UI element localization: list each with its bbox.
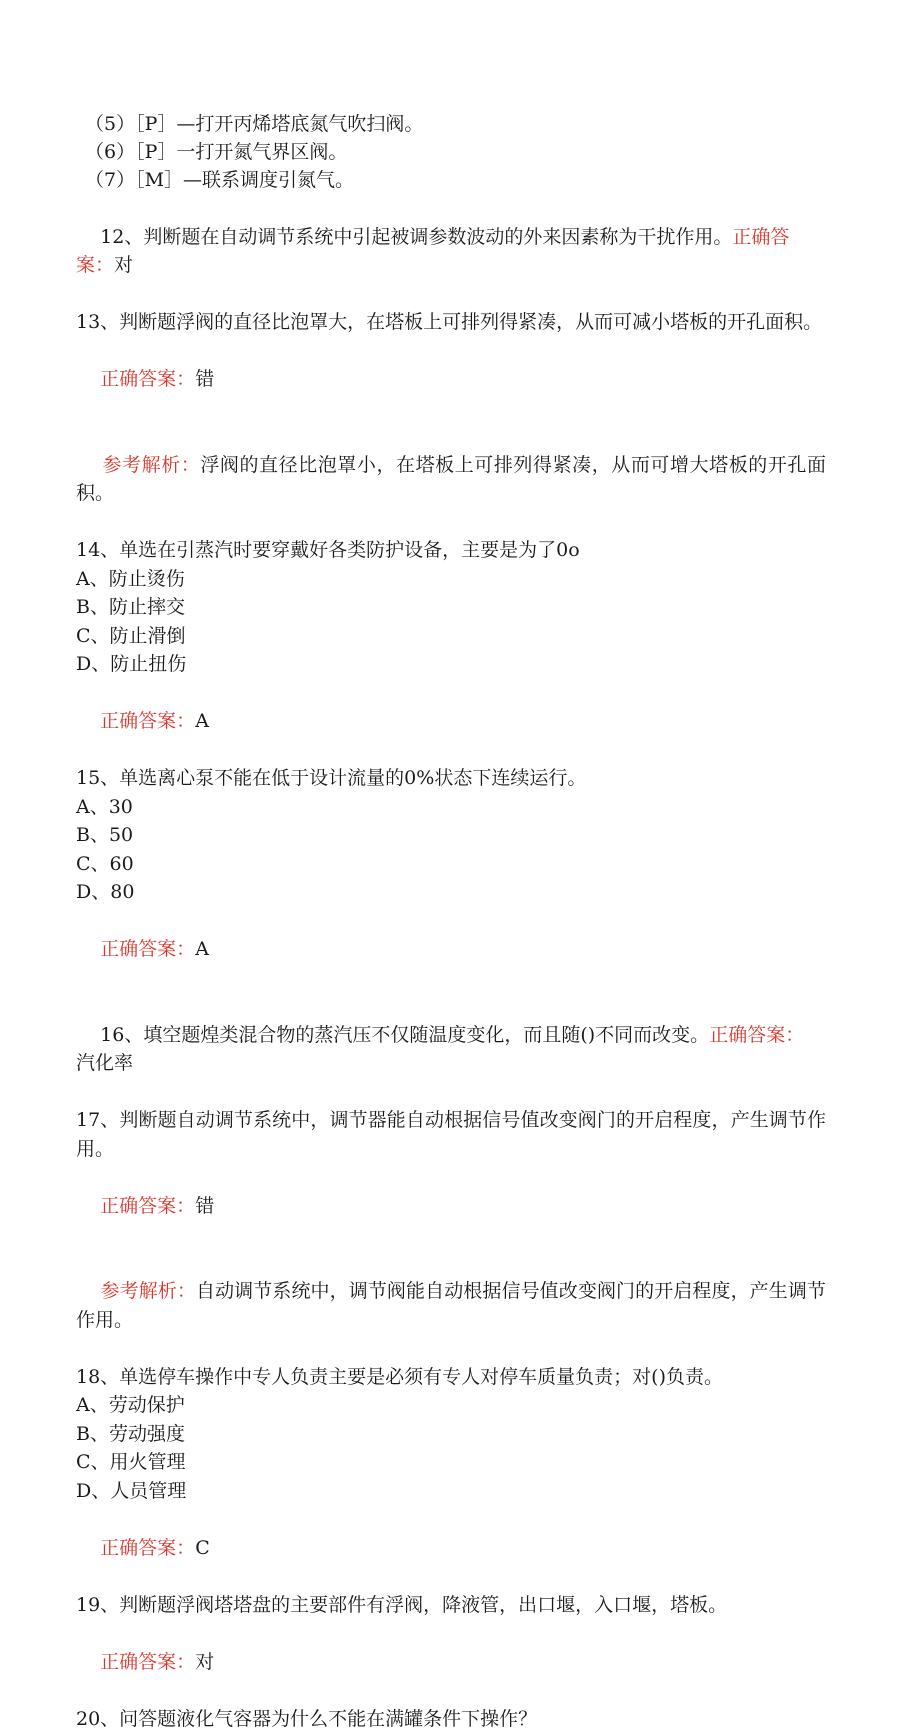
answer-label: 正确答案： <box>100 1537 195 1559</box>
question-13-analysis-line <box>76 422 826 536</box>
question-14-text: 14、单选在引蒸汽时要穿戴好各类防护设备，主要是为了0o <box>76 536 826 565</box>
question-20-text: 20、问答题液化气容器为什么不能在满罐条件下操作？ <box>76 1705 826 1733</box>
question-17-text: 17、判断题自动调节系统中，调节器能自动根据信号值改变阀门的开启程度，产生调节作用。 <box>76 1106 826 1163</box>
question-16 <box>76 992 826 1106</box>
question-14-option-b: B、防止摔交 <box>76 593 826 622</box>
question-15-answer: A <box>195 938 209 960</box>
answer-label: 正确答案： <box>709 1024 804 1046</box>
question-14-option-a: A、防止烫伤 <box>76 565 826 594</box>
question-14-answer-line <box>76 679 826 765</box>
question-15-option-b: B、50 <box>76 821 826 850</box>
question-12-answer: 对 <box>114 254 133 276</box>
question-12-answer-label-cont: 案： <box>76 254 114 276</box>
answer-label: 正确答案： <box>100 710 195 732</box>
question-18-option-b: B、劳动强度 <box>76 1420 826 1449</box>
question-18-option-d: D、人员管理 <box>76 1477 826 1506</box>
question-15-option-c: C、60 <box>76 850 826 879</box>
question-12 <box>76 194 826 308</box>
analysis-label: 参考解析： <box>101 1280 196 1302</box>
question-19-answer-line <box>76 1619 826 1705</box>
analysis-label: 参考解析： <box>102 454 200 476</box>
answer-label: 正确答案： <box>100 1195 195 1217</box>
answer-label: 正确答案： <box>100 938 195 960</box>
step-6: （6）［P］一打开氮气界区阀。 <box>76 138 826 166</box>
question-15-text: 15、单选离心泵不能在低于设计流量的0%状态下连续运行。 <box>76 764 826 793</box>
step-7: （7）［M］—联系调度引氮气。 <box>76 166 826 194</box>
question-19-answer: 对 <box>195 1651 214 1673</box>
step-5: （5）［P］—打开丙烯塔底氮气吹扫阀。 <box>76 110 826 138</box>
question-13-text: 13、判断题浮阀的直径比泡罩大，在塔板上可排列得紧凑，从而可减小塔板的开孔面积。 <box>76 308 826 337</box>
question-18-option-c: C、用火管理 <box>76 1448 826 1477</box>
question-18-answer-line <box>76 1505 826 1591</box>
question-19-text: 19、判断题浮阀塔塔盘的主要部件有浮阀，降液管，出口堰，入口堰，塔板。 <box>76 1591 826 1620</box>
question-16-answer: 汽化率 <box>76 1052 133 1074</box>
question-17-answer: 错 <box>195 1195 214 1217</box>
question-18-answer: C <box>195 1537 210 1559</box>
document-page <box>76 110 826 1733</box>
question-17-analysis: 自动调节系统中，调节阀能自动根据信号值改变阀门的开启程度，产生调节作用。 <box>76 1280 826 1331</box>
question-18-text: 18、单选停车操作中专人负责主要是必须有专人对停车质量负责；对()负责。 <box>76 1363 826 1392</box>
answer-label: 正确答案： <box>100 368 195 390</box>
question-17-answer-line <box>76 1163 826 1249</box>
question-15-option-d: D、80 <box>76 878 826 907</box>
question-12-answer-label: 正确答 <box>732 226 789 248</box>
question-18-option-a: A、劳动保护 <box>76 1391 826 1420</box>
question-12-text: 12、判断题在自动调节系统中引起被调参数波动的外来因素称为干扰作用。 <box>100 226 732 248</box>
question-13-analysis: 浮阀的直径比泡罩小，在塔板上可排列得紧凑，从而可增大塔板的开孔面积。 <box>76 454 826 505</box>
question-14-option-c: C、防止滑倒 <box>76 622 826 651</box>
question-14-answer: A <box>195 710 209 732</box>
question-13-answer: 错 <box>195 368 214 390</box>
question-14-option-d: D、防止扭伤 <box>76 650 826 679</box>
question-15-option-a: A、30 <box>76 793 826 822</box>
question-17-analysis-line <box>76 1249 826 1363</box>
answer-label: 正确答案： <box>100 1651 195 1673</box>
question-16-text: 16、填空题煌类混合物的蒸汽压不仅随温度变化，而且随()不同而改变。 <box>100 1024 709 1046</box>
question-15-answer-line <box>76 907 826 993</box>
question-13-answer-line <box>76 337 826 423</box>
